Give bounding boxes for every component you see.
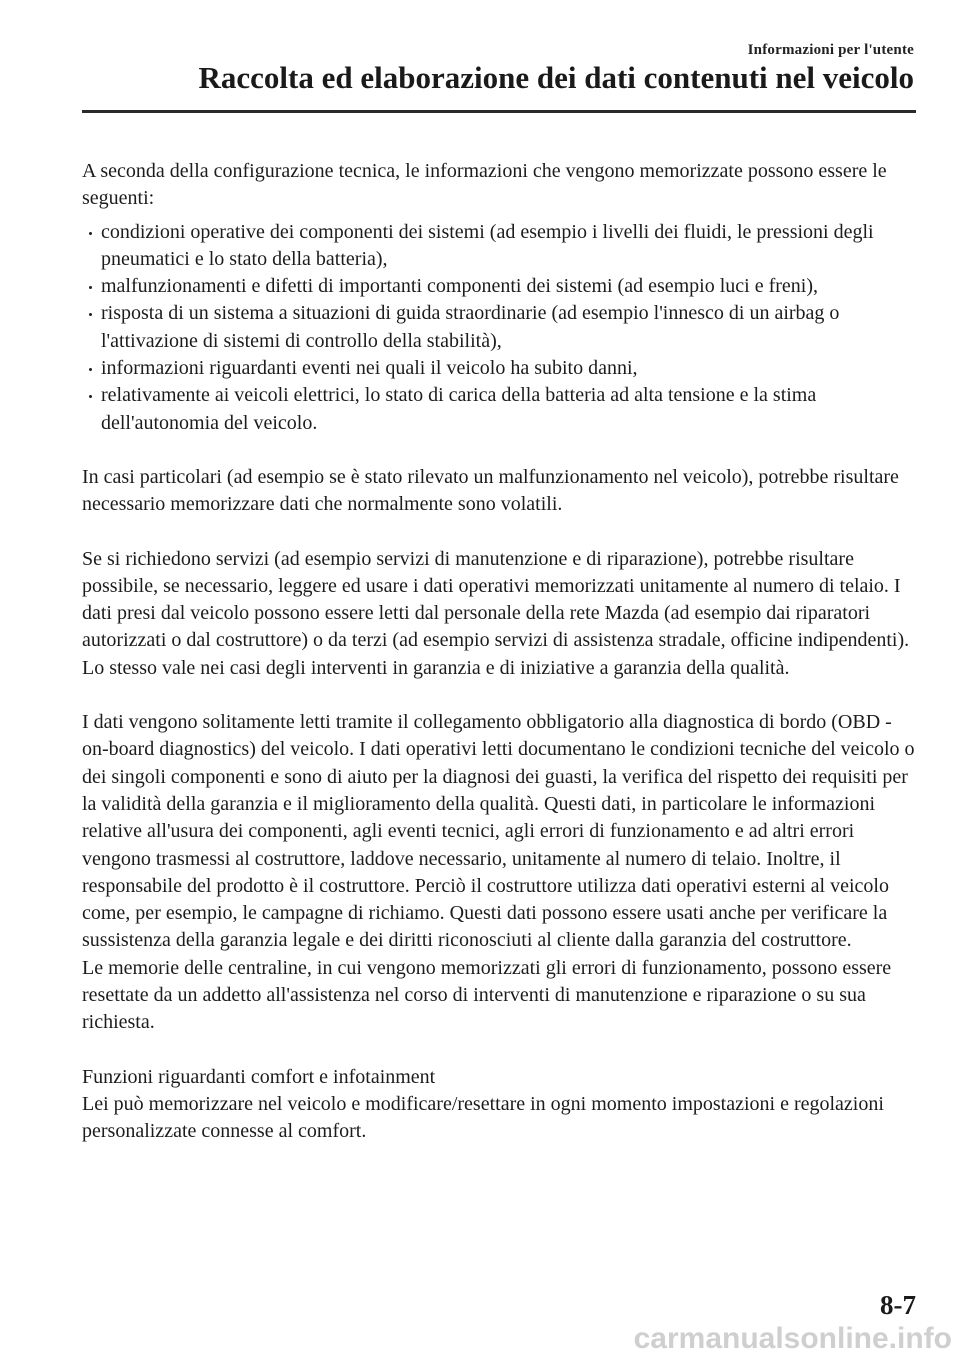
data-types-list bbox=[82, 219, 918, 437]
list-item: malfunzionamenti e difetti di importanti componenti dei sistemi (ad esempio luci e freni), bbox=[82, 273, 918, 300]
section-label: Informazioni per l'utente bbox=[747, 42, 914, 58]
document-body bbox=[82, 158, 918, 1146]
page-number: 8-7 bbox=[880, 1290, 916, 1320]
list-item: informazioni riguardanti eventi nei quali il veicolo ha subito danni, bbox=[82, 355, 918, 382]
intro-text: A seconda della configurazione tecnica, le informazioni che vengono memorizzate possono essere le seguenti: bbox=[82, 160, 887, 210]
paragraph-volatile-data: In casi particolari (ad esempio se è stato rilevato un malfunzionamento nel veicolo), potrebbe risultare necessario memorizzare dati che normalmente sono volatili. bbox=[82, 465, 899, 516]
page-title: Raccolta ed elaborazione dei dati contenuti nel veicolo bbox=[198, 60, 914, 95]
watermark: carmanualsonline.info bbox=[633, 1322, 952, 1355]
list-item: condizioni operative dei componenti dei sistemi (ad esempio i livelli dei fluidi, le pressioni degli pneumatici e lo stato della batteria), bbox=[82, 219, 918, 274]
header-divider bbox=[82, 110, 916, 113]
paragraph-memory-reset: Le memorie delle centraline, in cui vengono memorizzati gli errori di funzionamento, possono essere resettate da un addetto all'assistenza nel corso di interventi di manutenzione e riparazione o su sua richiesta. bbox=[82, 956, 892, 1034]
comfort-text: Lei può memorizzare nel veicolo e modificare/resettare in ogni momento impostazioni e regolazioni personalizzate connesse al comfort. bbox=[82, 1092, 884, 1143]
paragraph-services: Se si richiedono servizi (ad esempio servizi di manutenzione e di riparazione), potrebbe risultare possibile, se necessario, leggere ed usare i dati operativi memorizzati unitamente al numero di telaio. I dati presi dal veicolo possono essere letti dal personale della rete Mazda (ad esempio dai riparatori autorizzati o dal costruttore) o da terzi (ad esempio servizi di assistenza stradale, officine indipendenti). Lo stesso vale nei casi degli interventi in garanzia e di iniziative a garanzia della qualità. bbox=[82, 547, 910, 679]
list-item: risposta di un sistema a situazioni di guida straordinarie (ad esempio l'innesco di un airbag o l'attivazione di sistemi di controllo della stabilità), bbox=[82, 300, 918, 355]
list-item: relativamente ai veicoli elettrici, lo stato di carica della batteria ad alta tensione e la stima dell'autonomia del veicolo. bbox=[82, 382, 918, 437]
comfort-heading: Funzioni riguardanti comfort e infotainment bbox=[82, 1065, 436, 1088]
paragraph-obd: I dati vengono solitamente letti tramite il collegamento obbligatorio alla diagnostica di bordo (OBD - on-board diagnostics) del veicolo. I dati operativi letti documentano le condizioni tecniche del veicolo o dei singoli componenti e sono di aiuto per la diagnosi dei guasti, la verifica del rispetto dei requisiti per la validità della garanzia e il miglioramento della qualità. Questi dati, in particolare le informazioni relative all'usura dei componenti, agli eventi tecnici, agli errori di funzionamento e ad altri errori vengono trasmessi al costruttore, laddove necessario, unitamente al numero di telaio. Inoltre, il responsabile del prodotto è il costruttore. Perciò il costruttore utilizza dati operativi esterni al veicolo come, per esempio, le campagne di richiamo. Questi dati possono essere usati anche per verificare la sussistenza della garanzia legale e dei diritti riconosciuti al cliente dalla garanzia del costruttore. bbox=[82, 711, 915, 952]
